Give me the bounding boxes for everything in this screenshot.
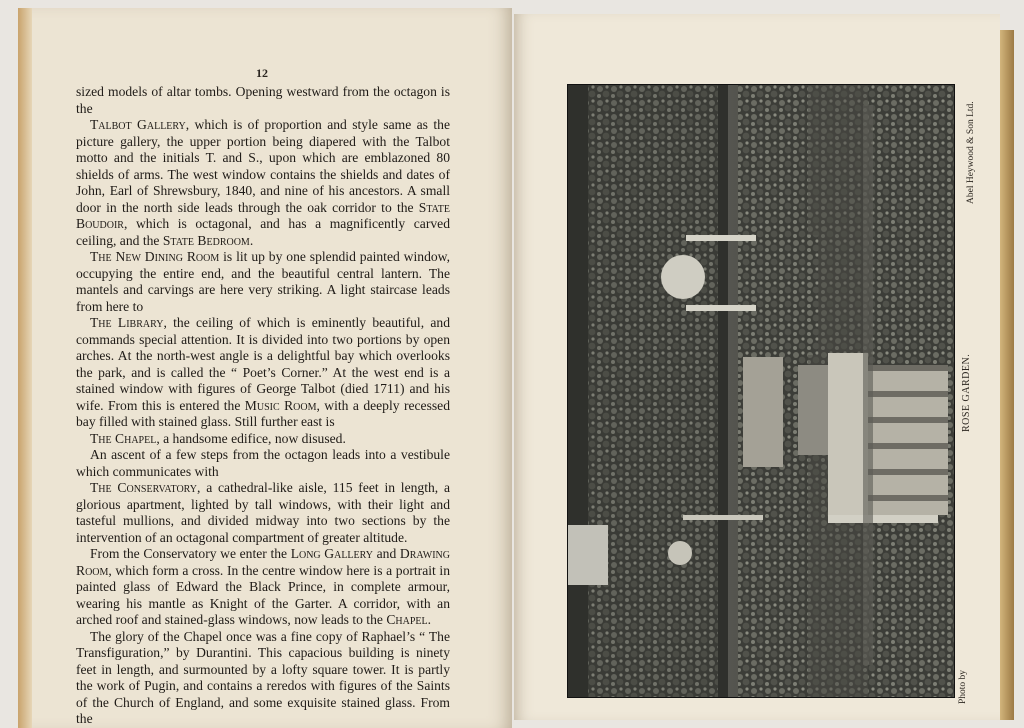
heading-talbot-gallery: Talbot Gallery <box>90 117 186 132</box>
paragraph-transfiguration: The glory of the Chapel once was a fine copy of Raphael’s “ The Transfiguration,” by Durantini. This capacious building is ninety feet in length, and surmounted by a lofty square tower. It is partly the work of Pugin, and contains a reredos with figures of the Saints of the Church of England, and some exquisite stained glass. From the <box>76 628 450 726</box>
printer-credit: Abel Heywood & Son Ltd. <box>966 101 976 204</box>
rose-garden-photo <box>567 84 955 698</box>
page-edges <box>1000 30 1014 720</box>
paragraph-long-gallery: From the Conservatory we enter the Long Gallery and Drawing Room, which form a cross. In the centre window here is a portrait in painted glass of Edward the Black Prince, in complete armour, wearing his mantle as Knight of the Garter. A corridor, with an arched roof and stained-glass windows, now leads to the Chapel. <box>76 546 450 627</box>
heading-conservatory: The Conservatory <box>90 480 198 495</box>
paragraph-dining-room: The New Dining Room is lit up by one splendid painted window, occupying the entire end, and the beautiful central lantern. The mantels and carvings are here very striking. A light staircase leads from here to <box>76 249 450 314</box>
paragraph-1: sized models of altar tombs. Opening westward from the octagon is the <box>76 84 450 116</box>
rose-garden-image <box>568 85 954 697</box>
heading-chapel: The Chapel <box>90 430 157 446</box>
photo-credit: Photo by <box>958 669 968 704</box>
page-number: 12 <box>256 66 268 80</box>
heading-new-dining-room: The New Dining Room <box>90 249 220 264</box>
paragraph-conservatory: The Conservatory, a cathedral-like aisle, 115 feet in length, a glorious apartment, lighted by tall windows, with their light and tasteful mullions, and divided midway into two sections by the intervention of an octagonal compartment of greater altitude. <box>76 480 451 545</box>
paragraph-library: The Library, the ceiling of which is eminently beautiful, and commands special attention. It is divided into two portions by open arches. At the north-west angle is a delightful bay which overlooks the park, and is called the “ Poet’s Corner.” At the west end is a stained window with figures of George Talbot (died 1711) and his wife. From this is entered the Music Room, with a deeply recessed bay filled with stained glass. Still further east is <box>76 315 451 429</box>
photo-caption: ROSE GARDEN. <box>961 353 972 432</box>
paragraph-chapel: The Chapel, a handsome edifice, now disused. <box>90 430 346 446</box>
paragraph-talbot-gallery: Talbot Gallery, which is of proportion and style same as the picture gallery, the upper portion being diapered with the Talbot motto and the initials T. and S., upon which are emblazoned 80 shields of arms. The west window contains the shields and dates of John, Earl of Shrewsbury, 1840, and nine of his ancestors. A small door in the north side leads through the oak corridor to the State Boudoir, which is octagonal, and has a magnificently carved ceiling, and the State Bedroom. <box>76 117 450 248</box>
heading-library: The Library <box>90 315 164 330</box>
paragraph-ascent: An ascent of a few steps from the octagon leads into a vestibule which communicates with <box>76 447 450 479</box>
body-text <box>76 84 450 728</box>
